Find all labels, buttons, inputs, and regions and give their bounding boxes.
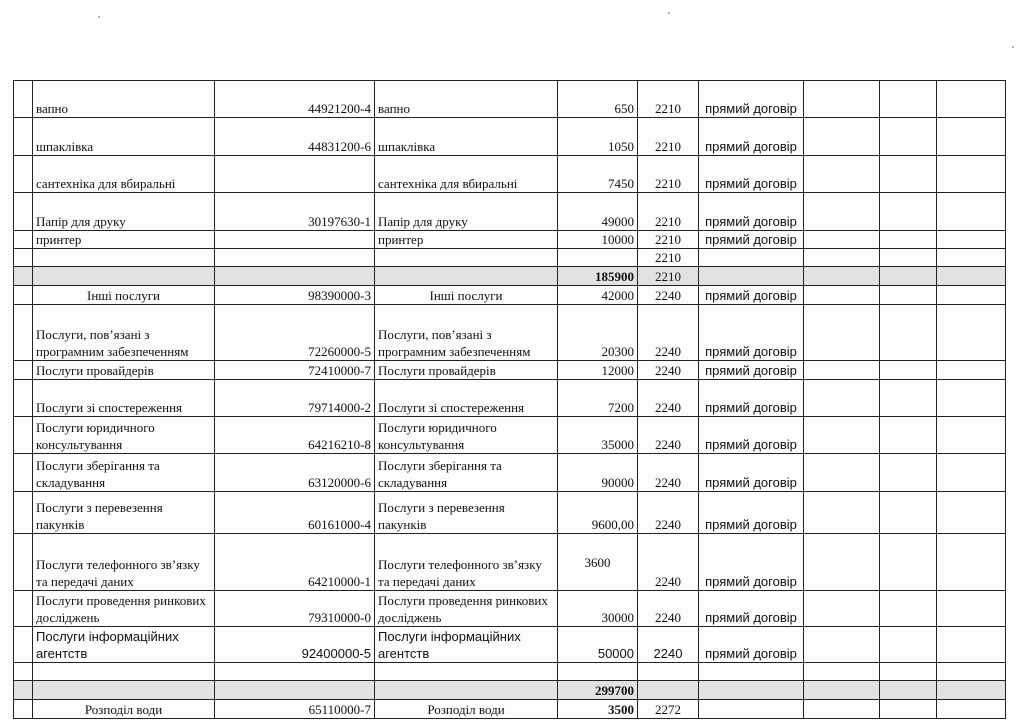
table-row — [14, 700, 1006, 719]
procedure-cell — [699, 267, 804, 286]
subtotal-row — [14, 681, 1006, 700]
table-row — [14, 492, 1006, 534]
row-marker-cell — [14, 193, 33, 231]
subject-cell: Послуги з перевезення пакунків — [375, 492, 558, 534]
subtotal-amount-cell: 185900 — [558, 267, 638, 286]
item-name-cell — [33, 663, 215, 681]
amount-cell: 7450 — [558, 156, 638, 193]
table-row — [14, 193, 1006, 231]
kekv-cell — [638, 681, 699, 700]
table-row — [14, 534, 1006, 591]
empty-cell — [804, 118, 880, 156]
empty-cell — [937, 417, 1006, 454]
empty-cell — [804, 380, 880, 417]
amount-cell: 1050 — [558, 118, 638, 156]
item-name-cell: принтер — [33, 231, 215, 249]
row-marker-cell — [14, 249, 33, 267]
dk-code-cell: 65110000-7 — [215, 700, 375, 719]
empty-cell — [937, 700, 1006, 719]
procedure-cell — [699, 663, 804, 681]
kekv-cell: 2240 — [638, 305, 699, 361]
empty-cell — [937, 249, 1006, 267]
empty-cell — [804, 249, 880, 267]
table-row — [14, 627, 1006, 663]
empty-cell — [804, 267, 880, 286]
dk-code-cell — [215, 156, 375, 193]
row-marker-cell — [14, 681, 33, 700]
item-name-cell: Послуги юридичного консультування — [33, 417, 215, 454]
subject-cell: Послуги провайдерів — [375, 361, 558, 380]
row-marker-cell — [14, 627, 33, 663]
table-row — [14, 81, 1006, 118]
procedure-cell: прямий договір — [699, 156, 804, 193]
kekv-cell: 2240 — [638, 454, 699, 492]
row-marker-cell — [14, 267, 33, 286]
kekv-cell: 2240 — [638, 534, 699, 591]
dk-code-cell: 64210000-1 — [215, 534, 375, 591]
item-name-cell: Послуги проведення ринкових досліджень — [33, 591, 215, 627]
amount-cell: 20300 — [558, 305, 638, 361]
empty-cell — [937, 267, 1006, 286]
procedure-cell: прямий договір — [699, 417, 804, 454]
kekv-cell: 2210 — [638, 193, 699, 231]
subject-cell: вапно — [375, 81, 558, 118]
scan-speck — [1012, 46, 1014, 48]
kekv-cell: 2240 — [638, 380, 699, 417]
kekv-cell: 2210 — [638, 231, 699, 249]
empty-cell — [880, 627, 937, 663]
empty-cell — [880, 231, 937, 249]
kekv-cell: 2240 — [638, 417, 699, 454]
procedure-cell: прямий договір — [699, 534, 804, 591]
empty-cell — [937, 193, 1006, 231]
subject-cell: Послуги, пов’язані з програмним забезпеченням — [375, 305, 558, 361]
procedure-cell: прямий договір — [699, 81, 804, 118]
procedure-cell: прямий договір — [699, 286, 804, 305]
procedure-cell: прямий договір — [699, 118, 804, 156]
subtotal-row — [14, 267, 1006, 286]
kekv-cell: 2272 — [638, 700, 699, 719]
table-row — [14, 118, 1006, 156]
dk-code-cell: 63120000-6 — [215, 454, 375, 492]
empty-cell — [937, 492, 1006, 534]
empty-cell — [937, 380, 1006, 417]
row-marker-cell — [14, 156, 33, 193]
amount-cell: 30000 — [558, 591, 638, 627]
table-row — [14, 361, 1006, 380]
empty-cell — [937, 231, 1006, 249]
empty-cell — [804, 681, 880, 700]
empty-cell — [804, 361, 880, 380]
dk-code-cell — [215, 231, 375, 249]
empty-cell — [937, 454, 1006, 492]
kekv-cell: 2240 — [638, 627, 699, 663]
empty-cell — [937, 663, 1006, 681]
empty-cell — [804, 663, 880, 681]
dk-code-cell: 98390000-3 — [215, 286, 375, 305]
table-row — [14, 454, 1006, 492]
item-name-cell: Інші послуги — [33, 286, 215, 305]
item-name-cell — [33, 681, 215, 700]
item-name-cell: Папір для друку — [33, 193, 215, 231]
dk-code-cell — [215, 249, 375, 267]
item-name-cell: Послуги зберігання та складування — [33, 454, 215, 492]
kekv-cell: 2240 — [638, 591, 699, 627]
item-name-cell — [33, 249, 215, 267]
row-marker-cell — [14, 492, 33, 534]
subject-cell: Розподіл води — [375, 700, 558, 719]
row-marker-cell — [14, 118, 33, 156]
table-row — [14, 156, 1006, 193]
table-row — [14, 663, 1006, 681]
empty-cell — [880, 249, 937, 267]
row-marker-cell — [14, 305, 33, 361]
item-name-cell: Розподіл води — [33, 700, 215, 719]
empty-cell — [937, 156, 1006, 193]
row-marker-cell — [14, 534, 33, 591]
empty-cell — [880, 681, 937, 700]
subject-cell — [375, 663, 558, 681]
procedure-cell: прямий договір — [699, 305, 804, 361]
table-row — [14, 380, 1006, 417]
kekv-cell: 2240 — [638, 361, 699, 380]
procedure-cell: прямий договір — [699, 380, 804, 417]
scan-speck — [98, 16, 100, 18]
dk-code-cell: 72410000-7 — [215, 361, 375, 380]
procedure-cell: прямий договір — [699, 454, 804, 492]
empty-cell — [880, 454, 937, 492]
empty-cell — [937, 534, 1006, 591]
subject-cell — [375, 267, 558, 286]
subject-cell: шпаклівка — [375, 118, 558, 156]
subject-cell: Послуги юридичного консультування — [375, 417, 558, 454]
row-marker-cell — [14, 231, 33, 249]
empty-cell — [804, 591, 880, 627]
amount-cell — [558, 249, 638, 267]
row-marker-cell — [14, 454, 33, 492]
subject-cell: Послуги інформаційних агентств — [375, 627, 558, 663]
subject-cell: Папір для друку — [375, 193, 558, 231]
item-name-cell: шпаклівка — [33, 118, 215, 156]
amount-cell: 10000 — [558, 231, 638, 249]
empty-cell — [880, 663, 937, 681]
kekv-cell: 2210 — [638, 81, 699, 118]
item-name-cell: вапно — [33, 81, 215, 118]
empty-cell — [937, 627, 1006, 663]
empty-cell — [880, 81, 937, 118]
dk-code-cell: 72260000-5 — [215, 305, 375, 361]
empty-cell — [880, 305, 937, 361]
empty-cell — [804, 305, 880, 361]
empty-cell — [880, 267, 937, 286]
procedure-cell: прямий договір — [699, 361, 804, 380]
amount-cell: 12000 — [558, 361, 638, 380]
empty-cell — [880, 286, 937, 305]
dk-code-cell — [215, 267, 375, 286]
empty-cell — [804, 417, 880, 454]
procedure-cell: прямий договір — [699, 627, 804, 663]
subject-cell: Послуги проведення ринкових досліджень — [375, 591, 558, 627]
row-marker-cell — [14, 417, 33, 454]
row-marker-cell — [14, 81, 33, 118]
subject-cell — [375, 249, 558, 267]
empty-cell — [804, 454, 880, 492]
dk-code-cell: 79310000-0 — [215, 591, 375, 627]
subject-cell: Послуги телефонного зв’язку та передачі даних — [375, 534, 558, 591]
item-name-cell — [33, 267, 215, 286]
kekv-cell — [638, 663, 699, 681]
amount-cell: 3500 — [558, 700, 638, 719]
dk-code-cell: 79714000-2 — [215, 380, 375, 417]
item-name-cell: Послуги інформаційних агентств — [33, 627, 215, 663]
subject-cell — [375, 681, 558, 700]
kekv-cell: 2210 — [638, 267, 699, 286]
empty-cell — [937, 305, 1006, 361]
empty-cell — [880, 156, 937, 193]
row-marker-cell — [14, 591, 33, 627]
row-marker-cell — [14, 663, 33, 681]
empty-cell — [880, 380, 937, 417]
kekv-cell: 2240 — [638, 286, 699, 305]
table-row — [14, 305, 1006, 361]
item-name-cell: Послуги зі спостереження — [33, 380, 215, 417]
item-name-cell: Послуги телефонного зв’язку та передачі даних — [33, 534, 215, 591]
row-marker-cell — [14, 286, 33, 305]
item-name-cell: сантехніка для вбиральні — [33, 156, 215, 193]
scan-speck — [668, 12, 670, 14]
empty-cell — [804, 492, 880, 534]
empty-cell — [937, 118, 1006, 156]
dk-code-cell: 64216210-8 — [215, 417, 375, 454]
dk-code-cell: 44921200-4 — [215, 81, 375, 118]
empty-cell — [804, 627, 880, 663]
row-marker-cell — [14, 700, 33, 719]
empty-cell — [880, 193, 937, 231]
amount-cell: 50000 — [558, 627, 638, 663]
empty-cell — [804, 534, 880, 591]
kekv-cell: 2240 — [638, 492, 699, 534]
empty-cell — [804, 700, 880, 719]
subject-cell: Послуги зберігання та складування — [375, 454, 558, 492]
procedure-cell — [699, 681, 804, 700]
amount-cell: 9600,00 — [558, 492, 638, 534]
amount-cell: 42000 — [558, 286, 638, 305]
subject-cell: Інші послуги — [375, 286, 558, 305]
table-row — [14, 417, 1006, 454]
empty-cell — [880, 591, 937, 627]
subject-cell: сантехніка для вбиральні — [375, 156, 558, 193]
kekv-cell: 2210 — [638, 156, 699, 193]
empty-cell — [880, 361, 937, 380]
empty-cell — [804, 286, 880, 305]
kekv-cell: 2210 — [638, 118, 699, 156]
procurement-table — [13, 80, 1006, 719]
empty-cell — [937, 286, 1006, 305]
amount-cell: 35000 — [558, 417, 638, 454]
table-row — [14, 231, 1006, 249]
empty-cell — [937, 361, 1006, 380]
empty-cell — [880, 118, 937, 156]
kekv-cell: 2210 — [638, 249, 699, 267]
dk-code-cell: 30197630-1 — [215, 193, 375, 231]
procedure-cell: прямий договір — [699, 231, 804, 249]
empty-cell — [804, 231, 880, 249]
amount-cell: 3600 — [558, 534, 638, 591]
empty-cell — [804, 193, 880, 231]
dk-code-cell — [215, 681, 375, 700]
empty-cell — [880, 417, 937, 454]
row-marker-cell — [14, 380, 33, 417]
procedure-cell: прямий договір — [699, 193, 804, 231]
empty-cell — [804, 156, 880, 193]
empty-cell — [937, 591, 1006, 627]
empty-cell — [880, 492, 937, 534]
procedure-cell — [699, 249, 804, 267]
dk-code-cell: 92400000-5 — [215, 627, 375, 663]
dk-code-cell — [215, 663, 375, 681]
subtotal-amount-cell: 299700 — [558, 681, 638, 700]
empty-cell — [804, 81, 880, 118]
subject-cell: Послуги зі спостереження — [375, 380, 558, 417]
dk-code-cell: 60161000-4 — [215, 492, 375, 534]
procedure-cell: прямий договір — [699, 492, 804, 534]
amount-cell: 90000 — [558, 454, 638, 492]
procedure-cell: прямий договір — [699, 591, 804, 627]
item-name-cell: Послуги з перевезення пакунків — [33, 492, 215, 534]
procedure-cell — [699, 700, 804, 719]
table-row — [14, 591, 1006, 627]
subject-cell: принтер — [375, 231, 558, 249]
row-marker-cell — [14, 361, 33, 380]
item-name-cell: Послуги провайдерів — [33, 361, 215, 380]
table-row — [14, 249, 1006, 267]
amount-cell: 49000 — [558, 193, 638, 231]
amount-cell — [558, 663, 638, 681]
item-name-cell: Послуги, пов’язані з програмним забезпеченням — [33, 305, 215, 361]
amount-cell: 650 — [558, 81, 638, 118]
empty-cell — [880, 700, 937, 719]
table-row — [14, 286, 1006, 305]
empty-cell — [937, 81, 1006, 118]
amount-cell: 7200 — [558, 380, 638, 417]
empty-cell — [880, 534, 937, 591]
dk-code-cell: 44831200-6 — [215, 118, 375, 156]
empty-cell — [937, 681, 1006, 700]
